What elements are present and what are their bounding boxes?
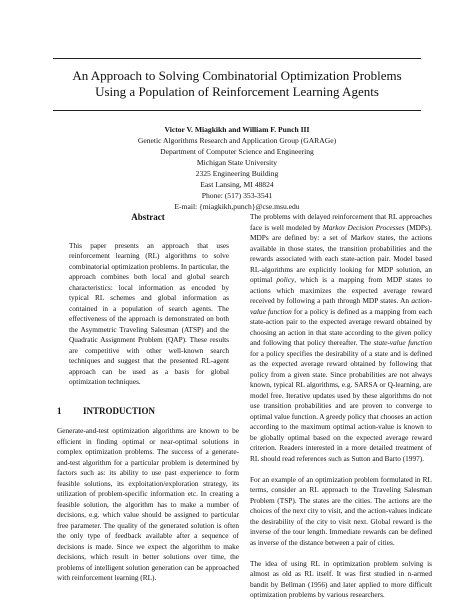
- affiliation-line: Phone: (517) 353-3541: [201, 191, 273, 200]
- abstract-heading: Abstract: [131, 212, 165, 222]
- section-number: 1: [57, 405, 62, 416]
- affiliation-line: East Lansing, MI 48824: [200, 180, 274, 189]
- section-title: INTRODUCTION: [83, 405, 156, 416]
- affiliation-line: 2325 Engineering Building: [195, 169, 279, 178]
- section-heading-introduction: [57, 406, 239, 417]
- text-run: , which is a mapping from MDP states to actions which maximizes the expected average reward received by following a path through MDP states. An: [250, 275, 432, 305]
- right-column: [250, 212, 432, 601]
- left-column: [57, 212, 239, 584]
- title-line-1: An Approach to Solving Combinatorial Optimization Problems: [72, 68, 402, 83]
- history-paragraph: The idea of using RL in optimization problem solving is almost as old as RL itself. It was first studied in n-armed bandit by Bellman (1956) and later applied to more difficult optimization problems by various researchers.: [250, 558, 432, 599]
- emphasis-text: Markov Decision Processes: [322, 222, 405, 232]
- mdp-paragraph: [250, 212, 432, 464]
- tsp-paragraph: For an example of an optimization problem formulated in RL terms, consider an RL approach to the Traveling Salesman Problem (TSP). The states are the cities. The actions are the choices of the next city to visit, and the action-values indicate the desirability of the city to visit next. Global reward is the inverse of the tour length. Immediate rewards can be defined as inverse of the distance between a pair of cities.: [250, 474, 432, 547]
- emphasis-text: action-value function: [250, 296, 432, 316]
- text-run: for a policy is defined as a mapping from each state-action pair to the expected average reward obtained by choosing an action in that state according to the given policy and following that policy thereafter. The: [250, 306, 432, 347]
- abstract-text: This paper presents an approach that uses reinforcement learning (RL) algorithms to solve combinatorial optimization problems. In particular, the approach combines both local and global search characteristics: local information as encoded by typical RL schemes and global information as contained in a population of search agents. The effectiveness of the approach is demonstrated on both the Asymmetric Traveling Salesman (ATSP) and the Quadratic Assignment Problem (QAP). These results are competitive with other well-known search techniques and suggest that the presented RL-agent approach can be used as a basis for global optimization techniques.: [69, 240, 229, 386]
- emphasis-text: policy: [276, 275, 295, 284]
- affiliation-line: Genetic Algorithms Research and Application Group (GARAGe): [137, 136, 337, 145]
- title-line-2: Using a Population of Reinforcement Learning Agents: [95, 84, 379, 99]
- author-block: [60, 124, 414, 212]
- title-rule-bottom: [53, 110, 421, 111]
- affiliation-email: E-mail: {miagkikh,punch}@cse.msu.edu: [174, 202, 300, 211]
- title-rule-top: [53, 58, 421, 59]
- intro-paragraph: Generate-and-test optimization algorithms are known to be efficient in finding optimal or near-optimal solutions in complex optimization problems. The success of a generate-and-test algorithm for a particular problem is determined by factors such as: its ability to use past experience to form feasible solutions, its exploitation/exploration strategy, its utilization of problem-specific information etc. In creating a feasible solution, the algorithm has to make a number of decisions, e.g. which value should be assigned to particular free parameter. The quality of the generated solution is often the only type of feedback available after a sequence of decisions is made. Since we expect the algorithm to make decisions, which result in better solutions over time, the problems of intelligent solution generation can be approached with reinforcement learning (RL).: [57, 426, 239, 582]
- text-run: (MDPs). MDPs are defined by: a set of Markov states, the actions available in those states, the transition probabilities and the rewards associated with each state-action pair. Model based RL-algorithms are explicitly looking for MDP solution, an optimal: [250, 222, 432, 284]
- affiliation-line: Michigan State University: [196, 158, 278, 167]
- author-names: Victor V. Miagkikh and William F. Punch III: [164, 125, 310, 134]
- text-run: The problems with delayed reinforcement that RL approaches face is well modeled by: [250, 212, 432, 232]
- paper-title: [40, 68, 434, 100]
- text-run: for a policy specifies the desirability of a state and is defined as the expected average reward obtained by following that policy from a given state. Since probabilities are not always known, typical RL algorithms, e.g. SARSA or Q-learning, are model free. Iterative updates used by these algorithms do not use transition probabilities and are proven to converge to optimal value function. A greedy policy that chooses an action according to the maximum optimal action-value is known to be globally optimal based on the expected average reward criterion. Readers interested in a more detailed treatment of RL should read references such as Sutton and Barto (1997).: [250, 348, 432, 463]
- affiliation-line: Department of Computer Science and Engineering: [160, 147, 314, 156]
- emphasis-text: state-value function: [373, 338, 432, 347]
